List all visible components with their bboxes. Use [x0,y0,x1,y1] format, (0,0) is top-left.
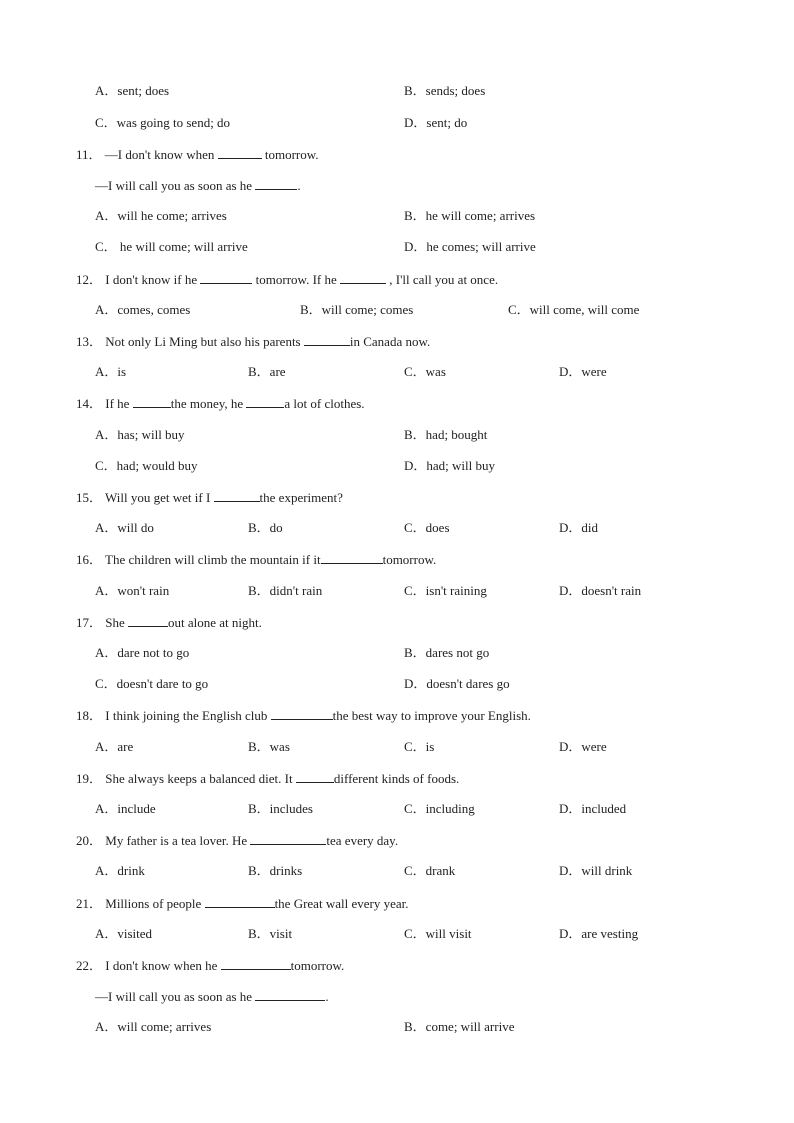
stem-text: I don't know when he [105,958,221,973]
stem-text: in Canada now. [349,334,431,349]
option-text: doesn't rain [581,583,642,598]
option-text: dare not to go [117,645,190,660]
answer-blank[interactable] [255,175,297,190]
answer-blank[interactable] [133,393,171,408]
option-letter: A． [95,739,118,754]
option-letter: D． [559,364,582,379]
stem-text: the experiment? [259,490,343,505]
q13-option-b[interactable] [248,362,286,382]
stem-text: She [105,615,129,630]
q15-option-a[interactable] [95,518,154,538]
option-letter: D． [559,801,582,816]
option-text: will do [117,520,154,535]
stem-text: , I'll call you at once. [386,272,499,287]
q18-stem [0,705,794,725]
question-number: 22． [76,958,103,973]
option-letter: C． [404,801,426,816]
question-number: 21． [76,896,103,911]
option-letter: A． [95,302,118,317]
q20-stem [0,830,794,850]
option-text: had; would buy [116,458,198,473]
option-text: he comes; will arrive [426,239,536,254]
stem-text: —I will call you as soon as he [95,989,256,1004]
option-text: is [117,364,127,379]
option-letter: B． [248,801,270,816]
q15-option-d[interactable] [559,518,598,538]
option-letter: C． [404,926,426,941]
question-number: 11． [76,147,102,162]
q21-option-a[interactable] [95,924,152,944]
q17-stem [0,612,794,632]
option-text: dares not go [425,645,490,660]
q16-stem [0,549,794,569]
q19-option-d[interactable] [559,799,626,819]
option-letter: B． [248,926,270,941]
q22-options-row [0,1017,794,1037]
option-letter: C． [404,520,426,535]
option-letter: A． [95,520,118,535]
q22-stem [0,955,794,975]
option-letter: D． [559,863,582,878]
stem-text: —I will call you as soon as he [95,178,256,193]
q12-option-b[interactable] [300,300,413,320]
answer-blank[interactable] [255,986,325,1001]
option-text: visited [117,926,153,941]
question-number: 13． [76,334,103,349]
option-letter: D． [404,676,427,691]
option-letter: B． [248,520,270,535]
answer-blank[interactable] [271,705,333,720]
option-letter: C． [404,739,426,754]
q14-options-row-2 [0,456,794,476]
q11-options-row-1 [0,206,794,226]
q16-option-b[interactable] [248,581,322,601]
option-text: are [117,739,134,754]
stem-text: I don't know if he [105,272,201,287]
option-text: doesn't dare to go [116,676,209,691]
q14-stem [0,393,794,413]
q21-options-row [0,924,794,944]
stem-text: tea every day. [326,833,399,848]
q12-stem [0,269,794,289]
stem-text: out alone at night. [168,615,262,630]
answer-blank[interactable] [250,830,326,845]
q14-options-row-1 [0,425,794,445]
option-text: had; bought [425,427,488,442]
option-text: come; will arrive [425,1019,515,1034]
stem-text: different kinds of foods. [333,771,460,786]
q21-stem [0,893,794,913]
option-letter: A． [95,83,118,98]
option-letter: A． [95,427,118,442]
option-letter: D． [559,583,582,598]
q17-option-a[interactable] [95,643,189,663]
q14-option-b[interactable] [404,425,487,445]
option-letter: C． [95,458,117,473]
option-text: are vesting [581,926,639,941]
option-letter: C． [508,302,530,317]
stem-text: My father is a tea lover. He [105,833,251,848]
option-text: was [425,364,446,379]
q18-options-row [0,737,794,757]
stem-text: She always keeps a balanced diet. It [105,771,296,786]
q12-option-a[interactable] [95,300,190,320]
q11-options-row-2 [0,237,794,257]
stem-text: tomorrow. [290,958,345,973]
q10-options-row-2 [0,113,794,133]
q17-option-d[interactable] [404,674,510,694]
option-letter: D． [559,520,582,535]
option-text: will come; arrives [117,1019,212,1034]
q14-option-c[interactable] [95,456,198,476]
option-letter: B． [404,208,426,223]
question-number: 19． [76,771,103,786]
option-letter: A． [95,208,118,223]
q18-option-a[interactable] [95,737,133,757]
stem-text: Millions of people [105,896,205,911]
q11-option-a[interactable] [95,206,227,226]
option-text: has; will buy [117,427,185,442]
option-text: sends; does [425,83,486,98]
q19-option-b[interactable] [248,799,313,819]
q13-option-a[interactable] [95,362,126,382]
q15-options-row [0,518,794,538]
option-letter: B． [248,583,270,598]
option-text: had; will buy [426,458,495,473]
stem-text: —I don't know when [104,147,218,162]
option-text: was going to send; do [116,115,231,130]
option-text: did [581,520,599,535]
option-letter: B． [404,83,426,98]
stem-text: I think joining the English club [105,708,271,723]
option-letter: D． [559,926,582,941]
q21-option-c[interactable] [404,924,472,944]
option-text: drank [425,863,456,878]
q16-options-row [0,581,794,601]
q18-option-c[interactable] [404,737,434,757]
option-text: was [269,739,290,754]
option-text: drink [117,863,145,878]
stem-text: . [297,178,301,193]
option-letter: C． [95,676,117,691]
q12-option-c[interactable] [508,300,639,320]
stem-text: The children will climb the mountain if it [105,552,321,567]
option-text: will drink [581,863,633,878]
option-letter: A． [95,1019,118,1034]
option-letter: B． [404,645,426,660]
option-text: do [269,520,283,535]
q21-option-b[interactable] [248,924,292,944]
answer-blank[interactable] [304,331,350,346]
q11-option-c[interactable] [95,237,248,257]
q19-stem [0,768,794,788]
q17-option-c[interactable] [95,674,208,694]
option-text: sent; do [426,115,468,130]
stem-text: tomorrow. [382,552,437,567]
question-number: 17． [76,615,103,630]
option-text: he will come; arrives [425,208,536,223]
q20-options-row [0,861,794,881]
option-letter: D． [404,115,427,130]
option-letter: A． [95,645,118,660]
stem-text: Not only Li Ming but also his parents [105,334,304,349]
option-text: sent; does [117,83,170,98]
question-number: 12． [76,272,103,287]
option-letter: B． [404,1019,426,1034]
option-letter: B． [404,427,426,442]
answer-blank[interactable] [218,144,262,159]
q11-stem [0,144,794,164]
q13-option-d[interactable] [559,362,607,382]
q22-option-a[interactable] [95,1017,211,1037]
stem-text: the best way to improve your English. [332,708,531,723]
stem-text: a lot of clothes. [284,396,365,411]
q20-option-a[interactable] [95,861,145,881]
option-letter: B． [248,739,270,754]
option-text: he will come; will arrive [119,239,248,254]
stem-text: the Great wall every year. [274,896,409,911]
q15-stem [0,487,794,507]
option-letter: A． [95,801,118,816]
q11-option-d[interactable] [404,237,536,257]
q20-option-c[interactable] [404,861,455,881]
q18-option-b[interactable] [248,737,290,757]
answer-blank[interactable] [340,269,386,284]
option-text: were [581,364,607,379]
question-number: 14． [76,396,103,411]
option-letter: D． [404,239,427,254]
answer-blank[interactable] [205,893,275,908]
option-letter: B． [248,364,270,379]
option-text: including [425,801,475,816]
option-text: doesn't dares go [426,676,510,691]
option-text: included [581,801,627,816]
q17-options-row-2 [0,674,794,694]
q22-option-b[interactable] [404,1017,514,1037]
q17-options-row-1 [0,643,794,663]
option-letter: A． [95,364,118,379]
stem-text: tomorrow. If he [252,272,341,287]
option-text: visit [269,926,293,941]
q19-option-c[interactable] [404,799,475,819]
option-text: does [425,520,450,535]
question-number: 20． [76,833,103,848]
q19-options-row [0,799,794,819]
q17-option-b[interactable] [404,643,489,663]
option-text: are [269,364,286,379]
option-text: comes, comes [117,302,191,317]
q19-option-a[interactable] [95,799,156,819]
q13-option-c[interactable] [404,362,446,382]
q13-stem [0,331,794,351]
option-text: will visit [425,926,472,941]
option-text: won't rain [117,583,170,598]
q10-option-b[interactable] [404,81,485,101]
q21-option-d[interactable] [559,924,638,944]
option-letter: D． [559,739,582,754]
option-letter: C． [95,115,117,130]
option-text: will he come; arrives [117,208,227,223]
option-letter: D． [404,458,427,473]
option-text: didn't rain [269,583,323,598]
q10-option-c[interactable] [95,113,230,133]
option-text: is [425,739,435,754]
question-number: 15． [76,490,103,505]
option-letter: C． [404,364,426,379]
answer-blank[interactable] [200,269,252,284]
q20-option-d[interactable] [559,861,632,881]
answer-blank[interactable] [296,768,334,783]
q16-option-a[interactable] [95,581,169,601]
option-letter: B． [300,302,322,317]
q16-option-c[interactable] [404,581,487,601]
stem-text: the money, he [170,396,247,411]
q11-continuation [0,175,794,195]
option-letter: A． [95,863,118,878]
answer-blank[interactable] [214,487,260,502]
option-text: include [117,801,156,816]
q18-option-d[interactable] [559,737,607,757]
option-letter: A． [95,926,118,941]
option-text: will come; comes [321,302,414,317]
q16-option-d[interactable] [559,581,641,601]
option-letter: C． [95,239,117,254]
q14-option-d[interactable] [404,456,495,476]
option-text: will come, will come [529,302,640,317]
q15-option-b[interactable] [248,518,283,538]
question-number: 16． [76,552,103,567]
q10-options-row-1 [0,81,794,101]
q14-option-a[interactable] [95,425,185,445]
answer-blank[interactable] [246,393,284,408]
stem-text: tomorrow. [261,147,319,162]
option-letter: C． [404,583,426,598]
stem-text: If he [105,396,133,411]
q20-option-b[interactable] [248,861,302,881]
option-text: includes [269,801,313,816]
option-letter: C． [404,863,426,878]
q10-option-a[interactable] [95,81,169,101]
q12-options-row [0,300,794,320]
q22-continuation [0,986,794,1006]
q15-option-c[interactable] [404,518,450,538]
option-text: were [581,739,607,754]
answer-blank[interactable] [221,955,291,970]
q11-option-b[interactable] [404,206,535,226]
q10-option-d[interactable] [404,113,467,133]
stem-text: . [325,989,329,1004]
option-text: drinks [269,863,303,878]
q13-options-row [0,362,794,382]
answer-blank[interactable] [321,549,383,564]
option-letter: B． [248,863,270,878]
stem-text: Will you get wet if I [105,490,214,505]
question-number: 18． [76,708,103,723]
option-text: isn't raining [425,583,487,598]
answer-blank[interactable] [128,612,168,627]
option-letter: A． [95,583,118,598]
